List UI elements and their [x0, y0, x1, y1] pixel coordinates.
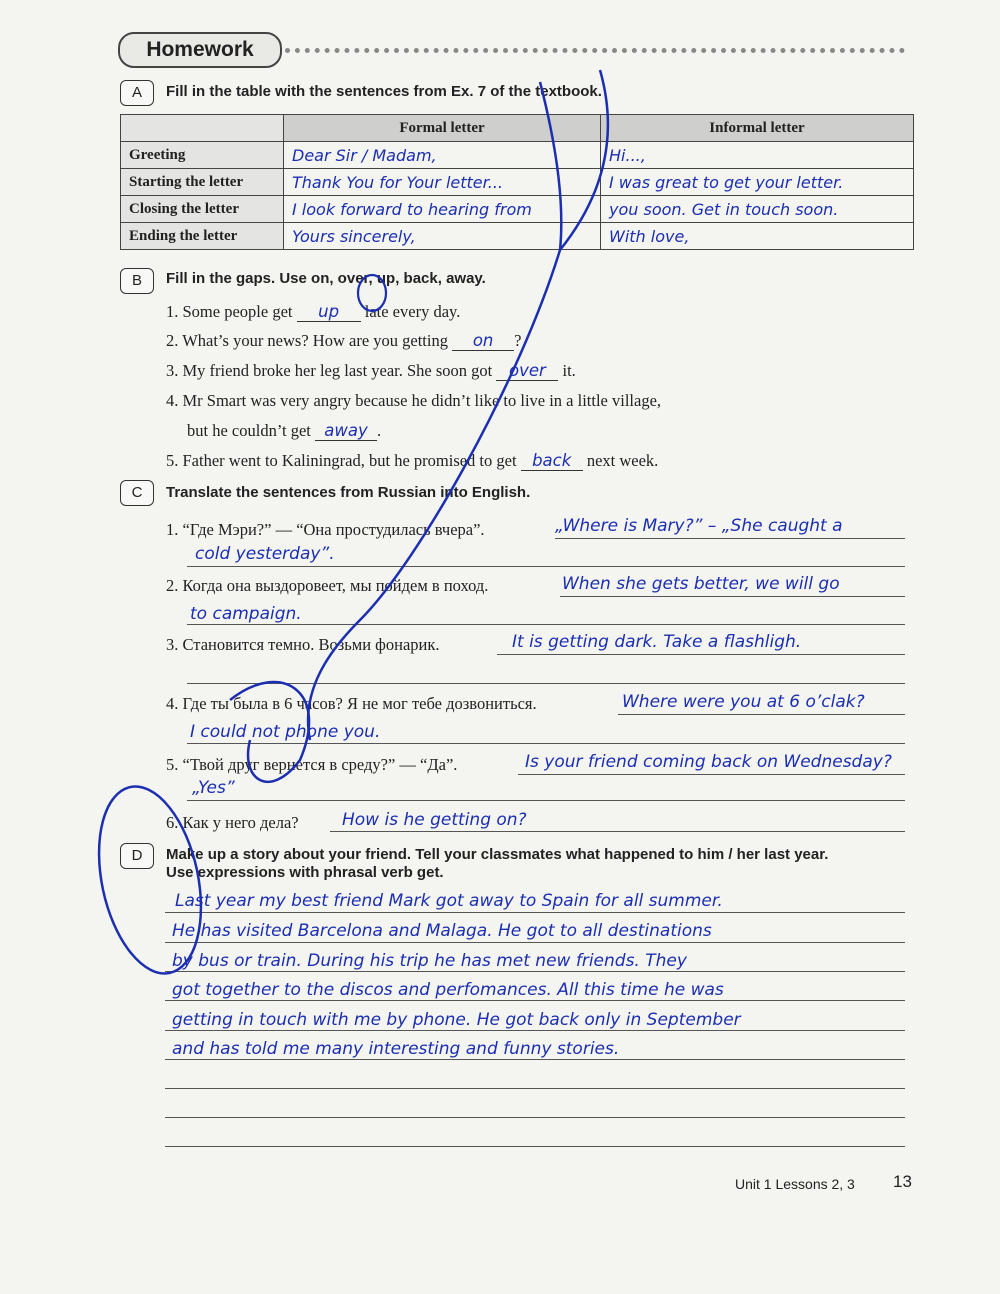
list-item — [166, 576, 488, 596]
item-text: . — [377, 421, 382, 440]
translation-answer[interactable]: cold yesterday”. — [195, 544, 335, 564]
answer-line — [165, 1146, 905, 1147]
item-text: ? — [514, 331, 522, 350]
answer-line — [187, 624, 905, 625]
list-item — [166, 361, 576, 381]
gap-answer[interactable]: up — [297, 302, 361, 322]
formal-cell[interactable]: Yours sincerely, — [284, 223, 601, 250]
table-row — [121, 196, 914, 223]
gap-answer[interactable]: over — [496, 361, 558, 381]
answer-line — [187, 743, 905, 744]
item-number: 2. — [166, 576, 179, 595]
item-number: 1. — [166, 302, 179, 321]
list-item — [166, 520, 485, 540]
answer-line — [165, 942, 905, 943]
list-item — [166, 391, 661, 411]
answer-line — [187, 566, 905, 567]
gap-answer[interactable]: back — [521, 451, 583, 471]
item-text: next week. — [582, 451, 659, 470]
letter-table — [120, 114, 914, 250]
section-c-tag: C — [120, 480, 154, 506]
table-row — [121, 223, 914, 250]
formal-cell[interactable]: Thank You for Your letter... — [284, 169, 601, 196]
translation-answer[interactable]: How is he getting on? — [342, 810, 527, 830]
russian-sentence: “Где Мэри?” — “Она простудилась вчера”. — [182, 520, 485, 539]
russian-sentence: “Твой друг вернется в среду?” — “Да”. — [182, 755, 458, 774]
informal-cell[interactable]: I was great to get your letter. — [601, 169, 914, 196]
gap-answer[interactable]: on — [452, 331, 514, 351]
translation-answer[interactable]: Is your friend coming back on Wednesday? — [525, 752, 892, 772]
table-row — [121, 142, 914, 169]
russian-sentence: Как у него дела? — [182, 813, 299, 832]
table-corner-cell — [121, 115, 284, 142]
translation-answer[interactable]: It is getting dark. Take a flashligh. — [512, 632, 802, 652]
list-item — [166, 331, 521, 351]
answer-line — [518, 774, 905, 775]
table-header-row — [121, 115, 914, 142]
answer-line — [165, 1000, 905, 1001]
item-number: 3. — [166, 635, 179, 654]
answer-line — [165, 971, 905, 972]
section-d-instruction: Make up a story about your friend. Tell your classmates what happened to him / her last year. — [166, 846, 829, 863]
list-item — [166, 302, 460, 322]
section-c-instruction: Translate the sentences from Russian into English. — [166, 484, 531, 501]
section-b-tag: B — [120, 268, 154, 294]
answer-line — [165, 1030, 905, 1031]
story-line[interactable]: by bus or train. During his trip he has met new friends. They — [172, 951, 687, 971]
answer-line — [165, 1117, 905, 1118]
section-b-instruction: Fill in the gaps. Use on, over, up, back, away. — [166, 270, 486, 287]
informal-cell[interactable]: Hi..., — [601, 142, 914, 169]
translation-answer[interactable]: Where were you at 6 o’clak? — [622, 692, 865, 712]
story-line[interactable]: He has visited Barcelona and Malaga. He got to all destinations — [172, 921, 712, 941]
section-d-instruction-2: Use expressions with phrasal verb get. — [166, 864, 444, 881]
section-a-instruction: Fill in the table with the sentences from Ex. 7 of the textbook. — [166, 83, 602, 100]
row-label: Closing the letter — [121, 196, 284, 223]
translation-answer[interactable]: When she gets better, we will go — [562, 574, 840, 594]
answer-line — [187, 683, 905, 684]
translation-answer[interactable]: „Yes” — [192, 778, 235, 798]
item-number: 5. — [166, 755, 179, 774]
story-line[interactable]: and has told me many interesting and funny stories. — [172, 1039, 620, 1059]
list-item — [166, 755, 457, 775]
answer-line — [165, 1059, 905, 1060]
item-number: 2. — [166, 331, 179, 350]
informal-cell[interactable]: you soon. Get in touch soon. — [601, 196, 914, 223]
story-line[interactable]: Last year my best friend Mark got away to Spain for all summer. — [175, 891, 723, 911]
item-number: 4. — [166, 694, 179, 713]
answer-line — [618, 714, 905, 715]
item-text: it. — [558, 361, 576, 380]
russian-sentence: Становится темно. Возьми фонарик. — [182, 635, 440, 654]
item-text: What’s your news? How are you getting — [182, 331, 453, 350]
row-label: Greeting — [121, 142, 284, 169]
formal-cell[interactable]: I look forward to hearing from — [284, 196, 601, 223]
item-number: 1. — [166, 520, 179, 539]
item-text: late every day. — [360, 302, 461, 321]
item-number: 4. — [166, 391, 179, 410]
table-row — [121, 169, 914, 196]
item-number: 3. — [166, 361, 179, 380]
page-number: 13 — [893, 1172, 912, 1191]
section-a-tag: A — [120, 80, 154, 106]
translation-answer[interactable]: to campaign. — [190, 604, 302, 624]
list-item-continuation — [187, 421, 381, 441]
answer-line — [165, 912, 905, 913]
item-text: Father went to Kaliningrad, but he promised to get — [182, 451, 521, 470]
homework-title: Homework — [118, 32, 282, 68]
informal-cell[interactable]: With love, — [601, 223, 914, 250]
answer-line — [187, 800, 905, 801]
answer-line — [555, 538, 905, 539]
list-item — [166, 694, 537, 714]
answer-line — [165, 1088, 905, 1089]
story-line[interactable]: getting in touch with me by phone. He got back only in September — [172, 1010, 741, 1030]
column-header-formal: Formal letter — [284, 115, 601, 142]
header-dotted-rule — [285, 48, 905, 53]
translation-answer[interactable]: I could not phone you. — [190, 722, 381, 742]
russian-sentence: Когда она выздоровеет, мы пойдем в поход. — [182, 576, 489, 595]
answer-line — [497, 654, 905, 655]
item-text: Some people get — [182, 302, 297, 321]
list-item — [166, 813, 299, 833]
item-text: but he couldn’t get — [187, 421, 316, 440]
russian-sentence: Где ты была в 6 часов? Я не мог тебе дозвониться. — [182, 694, 537, 713]
section-d-tag: D — [120, 843, 154, 869]
list-item — [166, 451, 658, 471]
answer-line — [560, 596, 905, 597]
item-text: Mr Smart was very angry because he didn’t like to live in a little village, — [182, 391, 662, 410]
item-number: 6. — [166, 813, 179, 832]
row-label: Ending the letter — [121, 223, 284, 250]
formal-cell[interactable]: Dear Sir / Madam, — [284, 142, 601, 169]
footer-unit: Unit 1 Lessons 2, 3 — [735, 1176, 855, 1192]
translation-answer[interactable]: „Where is Mary?” – „She caught a — [555, 516, 843, 536]
story-line[interactable]: got together to the discos and perfomances. All this time he was — [172, 980, 724, 1000]
answer-line — [330, 831, 905, 832]
gap-answer[interactable]: away — [315, 421, 377, 441]
column-header-informal: Informal letter — [601, 115, 914, 142]
list-item — [166, 635, 440, 655]
item-number: 5. — [166, 451, 179, 470]
item-text: My friend broke her leg last year. She soon got — [182, 361, 497, 380]
row-label: Starting the letter — [121, 169, 284, 196]
